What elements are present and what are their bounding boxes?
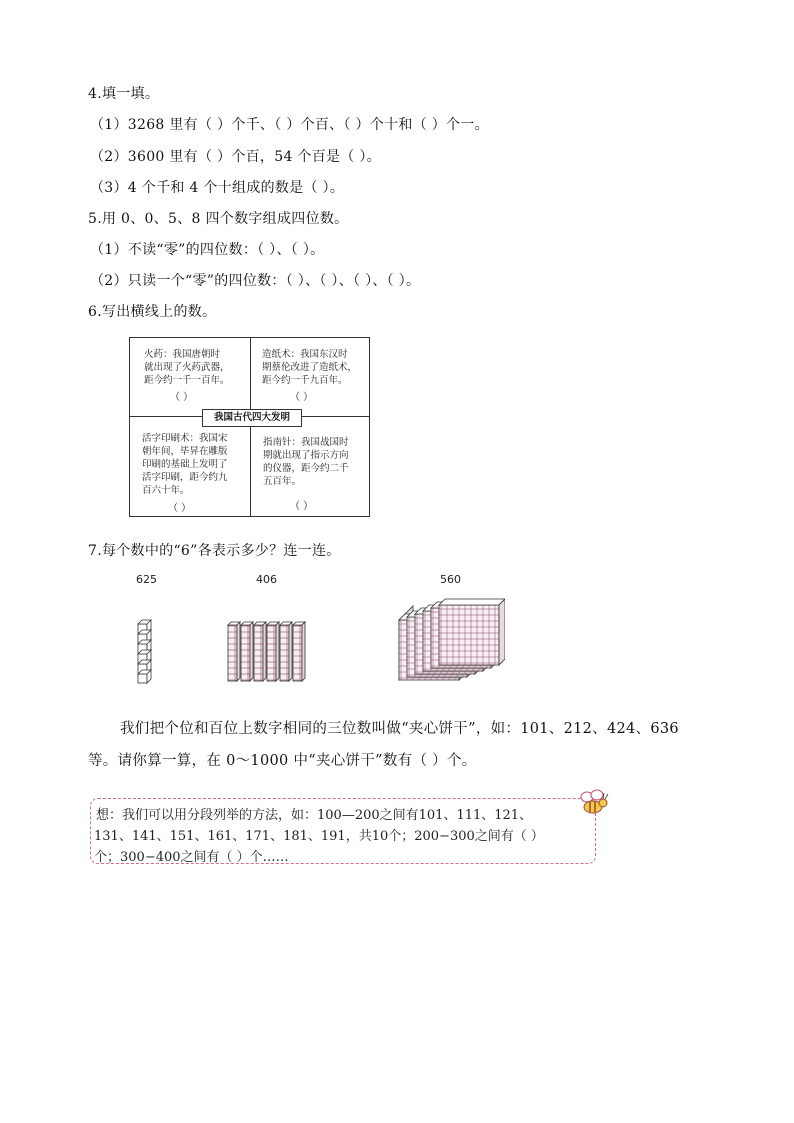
ten-rod <box>254 622 266 681</box>
bee-mascot-icon <box>578 788 612 818</box>
ones-cubes-figure <box>136 618 154 686</box>
hundreds-flats-figure <box>395 598 505 698</box>
number-406: 406 <box>256 573 277 586</box>
q5-item-1: （1）不读“零”的四位数：（ ）、（ ）。 <box>90 242 325 258</box>
q6-title: 6.写出横线上的数。 <box>88 304 217 320</box>
q4-item-2: （2）3600 里有（ ）个百，54 个百是（ ）。 <box>90 149 381 165</box>
invention-paper-answer: （ ） <box>290 392 314 403</box>
q7-title: 7.每个数中的“6”各表示多少？连一连。 <box>88 543 341 559</box>
q5-item-2: （2）只读一个“零”的四位数：（ ）、（ ）、（ ）、（ ）。 <box>90 273 421 289</box>
unit-cube <box>138 670 151 683</box>
invention-printing-answer: （ ） <box>168 503 192 514</box>
hundred-flat <box>439 599 505 665</box>
inventions-center-title: 我国古代四大发明 <box>202 409 302 427</box>
number-560: 560 <box>440 573 461 586</box>
invention-paper-text: 造纸术：我国东汉时 期蔡伦改进了造纸术， 距今约一千九百年。 <box>262 349 358 386</box>
ten-rod <box>267 622 279 681</box>
hint-line-1: 想：我们可以用分段列举的方法，如：100—200之间有101、111、121、 <box>96 808 533 823</box>
inventions-divider-vertical <box>250 338 251 516</box>
ten-rod <box>280 622 292 681</box>
inventions-box <box>129 337 370 517</box>
invention-compass-text: 指南针：我国战国时 期就出现了指示方向 的仪器，距今约二千 五百年。 <box>263 437 349 487</box>
q5-title: 5.用 0、0、5、8 四个数字组成四位数。 <box>88 211 349 227</box>
number-625: 625 <box>136 573 157 586</box>
q4-title: 4.填一填。 <box>88 86 160 102</box>
ten-rod <box>241 622 253 681</box>
invention-gunpowder-answer: （ ） <box>170 392 194 403</box>
invention-gunpowder-text: 火药：我国唐朝时 就出现了火药武器， 距今约一千一百年。 <box>144 349 230 386</box>
invention-printing-text: 活字印刷术：我国宋 朝年间，毕昇在雕版 印刷的基础上发明了 活字印刷，距今约九 百六十年。 <box>142 433 228 496</box>
hint-line-2: 131、141、151、161、171、181、191，共10个；200−300之间有（ ） <box>94 829 544 844</box>
ten-rod <box>293 622 305 681</box>
tens-rods-figure <box>226 620 314 684</box>
q4-item-3: （3）4 个千和 4 个十组成的数是（ ）。 <box>90 180 345 196</box>
hint-line-3: 个；300−400之间有（ ）个…… <box>94 850 289 865</box>
invention-compass-answer: （ ） <box>290 501 314 512</box>
sandwich-text-line-2: 等。请你算一算，在 0～1000 中“夹心饼干”数有（ ）个。 <box>88 753 477 769</box>
ten-rod <box>228 622 240 681</box>
sandwich-text-line-1: 我们把个位和百位上数字相同的三位数叫做“夹心饼干”，如：101、212、424、636 <box>120 721 679 737</box>
q4-item-1: （1）3268 里有（ ）个千、（ ）个百、（ ）个十和（ ）个一。 <box>90 117 489 133</box>
